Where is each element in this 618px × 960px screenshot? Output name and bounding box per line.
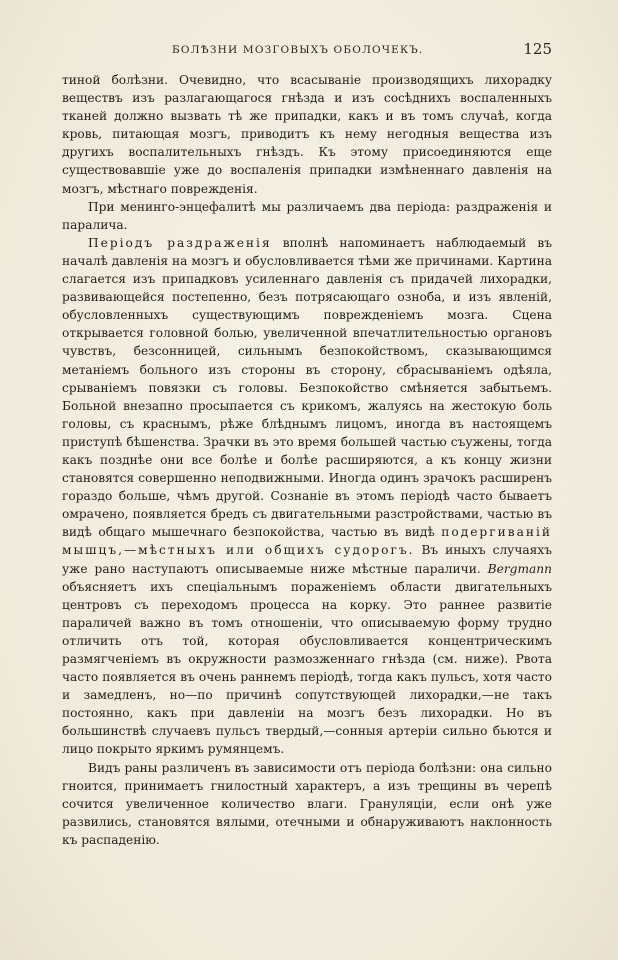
term-twitching: подергиваній мышцъ,—мѣстныхъ или общихъ судорогъ. <box>62 525 552 558</box>
author-name: Bergmann <box>487 561 552 576</box>
term-irritation-period: Періодъ раздраженія <box>88 235 272 250</box>
body-text <box>62 71 552 849</box>
paragraph-3-text-a: вполнѣ напоминаетъ наблюдаемый въ началѣ давленія на мозгъ и обусловливается тѣми же причинами. Картина слагается изъ припадковъ усиленнаго давленія съ придачей лихорадки, развивающейся постепенно, безъ потрясающаго озноба, и изъ явленій, обусловленныхъ существующимъ поврежденіемъ мозга. Сцена открывается головной болью, увеличенной впечатлительностью органовъ чувствъ, безсонницей, сильнымъ безпокойствомъ, сказывающимся метаніемъ больного изъ стороны въ сторону, сбрасываніемъ одѣяла, срываніемъ повязки съ головы. Безпокойство смѣняется забытьемъ. Больной внезапно просыпается съ крикомъ, жалуясь на жестокую боль головы, съ краснымъ, рѣже блѣднымъ лицомъ, иногда въ настоящемъ приступѣ бѣшенства. Зрачки въ это время большей частью съужены, тогда какъ позднѣе они все болѣе и болѣе расширяются, а къ концу жизни становятся совершенно неподвижными. Иногда одинъ зрачокъ расширенъ гораздо больше, чѣмъ другой. Сознаніе въ этомъ періодѣ часто бываетъ омрачено, появляется бредъ съ двигательными разстройствами, частью въ видѣ общаго мышечнаго безпокойства, частью въ видѣ <box>62 235 552 540</box>
page-number: 125 <box>523 40 552 58</box>
page-header <box>62 40 552 60</box>
running-head: БОЛѢЗНИ МОЗГОВЫХЪ ОБОЛОЧЕКЪ. <box>172 44 424 56</box>
paragraph-4: Видъ раны различенъ въ зависимости отъ періода болѣзни: она сильно гноится, принимаетъ гнилостный характеръ, а изъ трещины въ черепѣ сочится увеличенное количество влаги. Грануляціи, если онѣ уже развились, становятся вялыми, отечными и обнаруживаютъ наклонность къ распаденію. <box>62 760 552 847</box>
paragraph-1: тиной болѣзни. Очевидно, что всасываніе производящихъ лихорадку веществъ изъ разлагающагося гнѣзда и изъ сосѣднихъ воспаленныхъ тканей должно вызвать тѣ же припадки, какъ и въ томъ случаѣ, когда кровь, питающая мозгъ, приводитъ къ нему негодныя вещества изъ другихъ воспалительныхъ гнѣздъ. Къ этому присоединяются еще существовавшіе уже до воспаленія припадки измѣненнаго давленія на мозгъ, мѣстнаго поврежденія. <box>62 73 552 196</box>
paragraph-3-text-c: объясняетъ ихъ спеціальнымъ пораженіемъ области двигательныхъ центровъ съ переходомъ процесса на корку. Это раннее развитіе параличей важно въ томъ отношеніи, что описываемую форму трудно отличить отъ той, которая обусловливается концентрическимъ размягченіемъ въ окружности размозженнаго гнѣзда (см. ниже). Рвота часто появляется въ очень раннемъ періодѣ, тогда какъ пульсъ, хотя часто и замедленъ, но—по причинѣ сопутствующей лихорадки,—не такъ постоянно, какъ при давленіи на мозгъ безъ лихорадки. Но въ большинствѣ случаевъ пульсъ твердый,—сонныя артеріи сильно бьются и лицо покрыто яркимъ румянцемъ. <box>62 579 552 757</box>
paragraph-2: При менинго-энцефалитѣ мы различаемъ два періода: раздраженія и паралича. <box>62 199 552 232</box>
paragraph-3-text-b: Въ иныхъ случаяхъ уже рано наступаютъ описываемые ниже мѣстные параличи. <box>62 543 552 576</box>
paragraph-3 <box>62 234 552 759</box>
